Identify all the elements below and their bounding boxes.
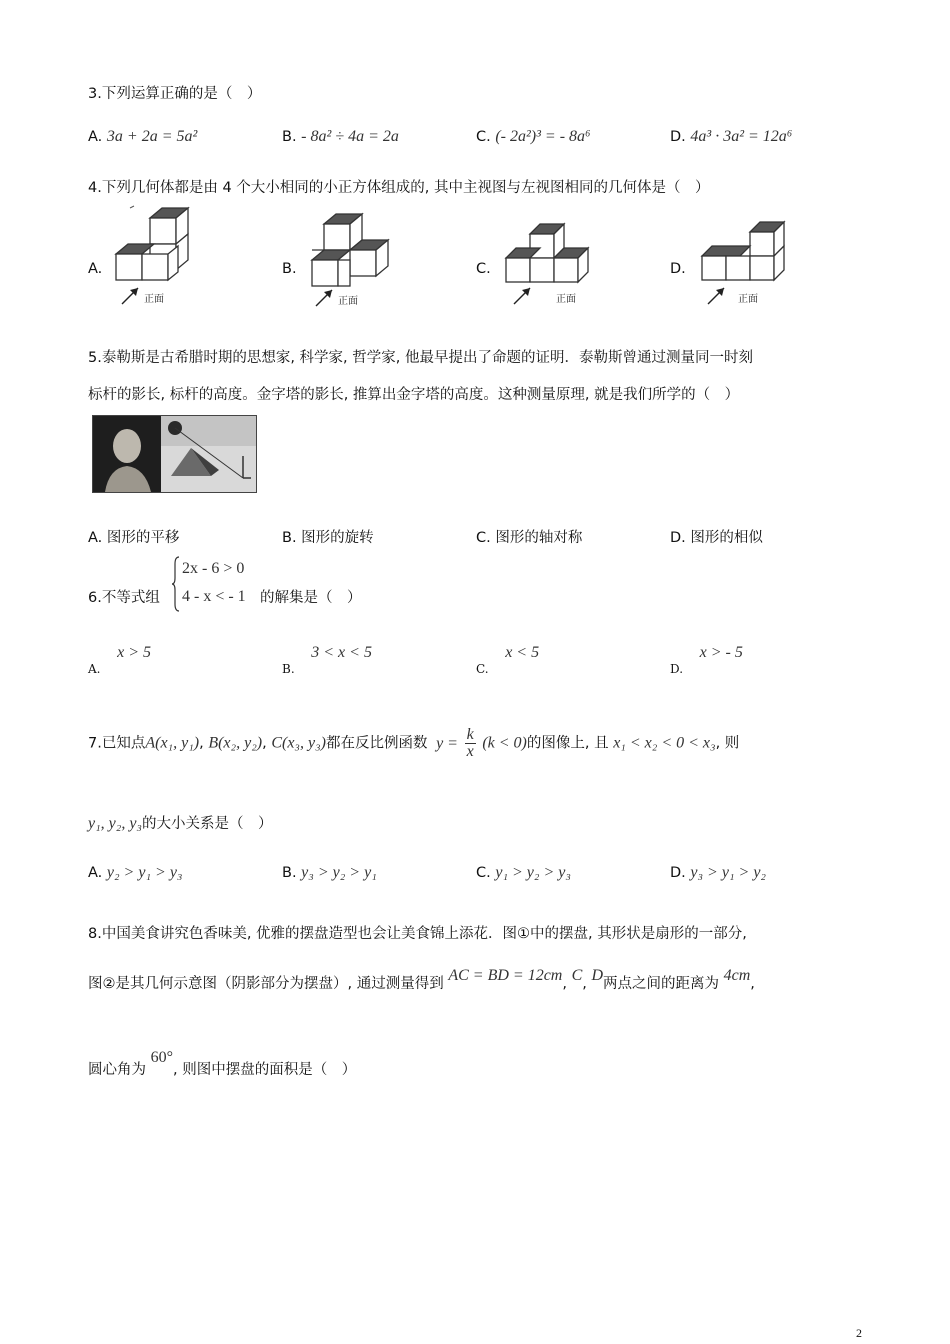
q3-stem: 3.下列运算正确的是（ ） (88, 86, 262, 102)
q6-suffix: 的解集是（ ） (260, 590, 362, 606)
q3-option-a: A. 3a + 2a = 5a² (88, 128, 198, 145)
q6-brace (172, 556, 180, 612)
q4-front-label-c: 正面 (556, 294, 576, 305)
q5-option-a: A. 图形的平移 (88, 530, 180, 546)
q8-line2: 图②是其几何示意图（阴影部分为摆盘）, 通过测量得到 AC = BD = 12cm, C, D两点之间的距离为 4cm, (88, 967, 755, 992)
q7-option-b: B. y₃ > y₂ > y₁ (282, 864, 377, 881)
q3-option-d: D. 4a³ · 3a² = 12a⁶ (670, 128, 793, 145)
q6-option-c: $_{C.}$ x < 5 (476, 644, 540, 676)
q6-option-a: $_{A.}$ x > 5 (88, 644, 151, 676)
q4-stem: 4.下列几何体都是由 4 个大小相同的小正方体组成的, 其中主视图与左视图相同的几何体是（ ） (88, 180, 710, 196)
q4-front-label-b: 正面 (338, 296, 358, 307)
q4-label-d: D. (670, 261, 686, 277)
q4-figure-d (694, 216, 794, 310)
q3-option-c: C. (- 2a²)³ = - 8a⁶ (476, 128, 591, 145)
q4-figure-a (108, 204, 198, 310)
q4-label-c: C. (476, 261, 491, 277)
q6-inequality-2: 4 - x < - 1 (182, 588, 246, 605)
q4-label-a: A. (88, 261, 103, 277)
q8-line1: 8.中国美食讲究色香味美, 优雅的摆盘造型也会让美食锦上添花．图①中的摆盘, 其形状是扇形的一部分, (88, 926, 747, 942)
q8-line3: 圆心角为 60°, 则图中摆盘的面积是（ ） (88, 1049, 357, 1078)
q7-option-a: A. y₂ > y₁ > y₃ (88, 864, 183, 881)
q4-front-label-d: 正面 (738, 294, 758, 305)
q7-line1: 7.已知点A(x₁, y₁), B(x₂, y₂), C(x₃, y₃)都在反比例函数 y = $\frac{k}{x}$ (k < 0)的图像上, 且 x₁ < x₂ < 0 < x₃, 则 (88, 726, 740, 760)
q3-option-b: B. - 8a² ÷ 4a = 2a (282, 128, 399, 145)
q7-option-c: C. y₁ > y₂ > y₃ (476, 864, 571, 881)
q6-option-d: $_{D.}$ x > - 5 (670, 644, 743, 676)
q6-option-b: $_{B.}$ 3 < x < 5 (282, 644, 372, 676)
q4-figure-b (302, 204, 392, 310)
q4-label-b: B. (282, 261, 297, 277)
q4-figure-c (500, 220, 600, 310)
q6-prefix: 6.不等式组 (88, 590, 160, 606)
q5-line2: 标杆的影长, 标杆的高度。金字塔的影长, 推算出金字塔的高度。这种测量原理, 就是我们所学的（ ） (88, 387, 740, 403)
q7-line2: y₁, y₂, y₃的大小关系是（ ） (88, 815, 273, 832)
q5-option-d: D. 图形的相似 (670, 530, 763, 546)
q6-inequality-1: 2x - 6 > 0 (182, 560, 245, 577)
page-number: 2 (856, 1326, 862, 1340)
thales-pyramid-photo (92, 415, 257, 493)
q5-option-c: C. 图形的轴对称 (476, 530, 583, 546)
q4-front-label-a: 正面 (144, 294, 164, 305)
q5-option-b: B. 图形的旋转 (282, 530, 374, 546)
q7-fraction: $\frac{k}{x}$ (466, 726, 474, 760)
q5-line1: 5.泰勒斯是古希腊时期的思想家, 科学家, 哲学家, 他最早提出了命题的证明．泰勒斯曾通过测量同一时刻 (88, 350, 753, 366)
q7-option-d: D. y₃ > y₁ > y₂ (670, 864, 766, 881)
